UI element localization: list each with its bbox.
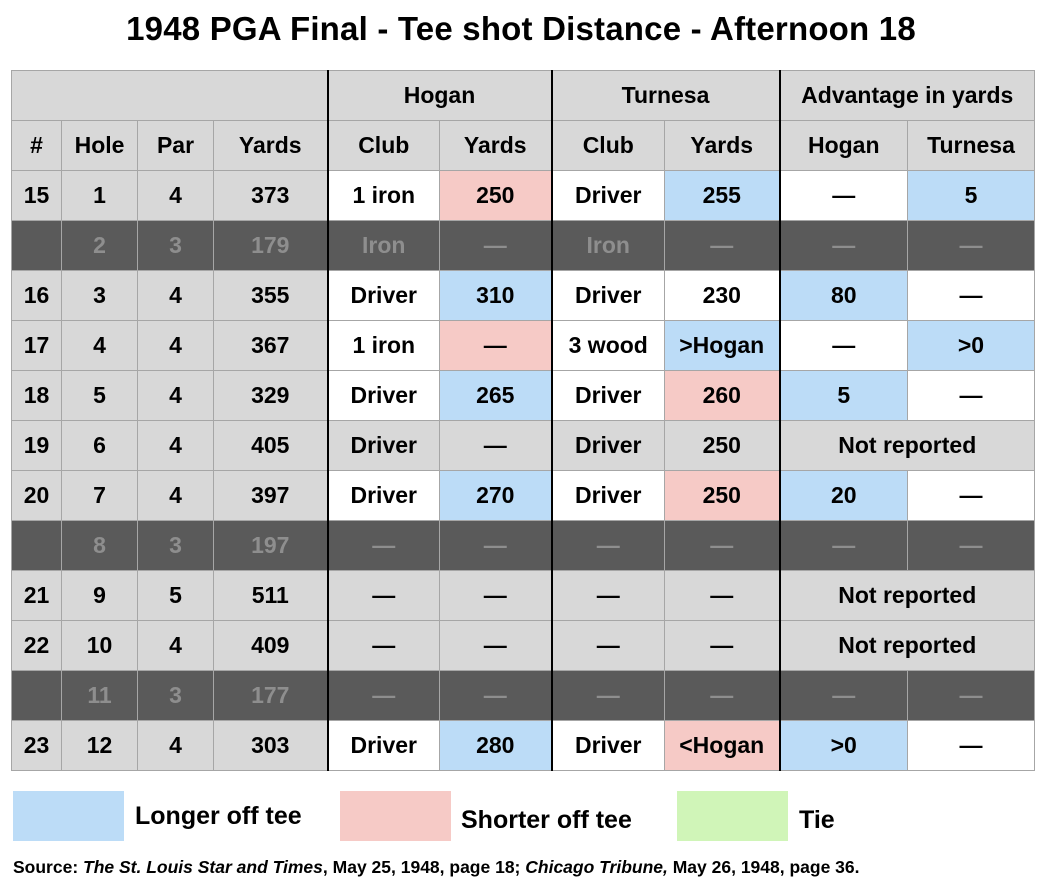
cell-hogan-club: — <box>328 621 440 671</box>
cell-turnesa-club: Driver <box>552 171 665 221</box>
col-header-turnesa-yards: Yards <box>665 121 780 171</box>
cell-yards: 197 <box>214 521 328 571</box>
source-suffix: May 26, 1948, page 36. <box>667 857 860 877</box>
cell-hole: 2 <box>62 221 138 271</box>
cell-turnesa-club: Driver <box>552 371 665 421</box>
table-row <box>12 671 1035 721</box>
cell-hole: 11 <box>62 671 138 721</box>
cell-par: 5 <box>138 571 214 621</box>
cell-par: 4 <box>138 471 214 521</box>
table-row <box>12 371 1035 421</box>
cell-yards: 367 <box>214 321 328 371</box>
cell-hole: 1 <box>62 171 138 221</box>
cell-par: 4 <box>138 321 214 371</box>
table-row <box>12 571 1035 621</box>
cell-turnesa-yards: — <box>665 521 780 571</box>
source-prefix: Source: <box>13 857 84 877</box>
header-turnesa-group: Turnesa <box>552 71 780 121</box>
cell-turnesa-club: Driver <box>552 471 665 521</box>
cell-num: 23 <box>12 721 62 771</box>
cell-turnesa-club: Driver <box>552 421 665 471</box>
col-header-hole: Hole <box>62 121 138 171</box>
cell-turnesa-yards: — <box>665 621 780 671</box>
table-row <box>12 171 1035 221</box>
cell-hogan-club: 1 iron <box>328 171 440 221</box>
cell-turnesa-yards: 250 <box>665 471 780 521</box>
table-row <box>12 421 1035 471</box>
cell-hole: 9 <box>62 571 138 621</box>
cell-turnesa-club: — <box>552 671 665 721</box>
legend-shorter-swatch <box>340 791 451 841</box>
cell-turnesa-yards: 255 <box>665 171 780 221</box>
cell-adv-hogan: 20 <box>780 471 908 521</box>
cell-adv-turnesa: 5 <box>908 171 1035 221</box>
cell-hogan-club: Iron <box>328 221 440 271</box>
cell-par: 4 <box>138 621 214 671</box>
cell-yards: 179 <box>214 221 328 271</box>
cell-yards: 355 <box>214 271 328 321</box>
cell-turnesa-club: 3 wood <box>552 321 665 371</box>
cell-par: 3 <box>138 671 214 721</box>
cell-adv-hogan: — <box>780 521 908 571</box>
cell-hogan-club: Driver <box>328 421 440 471</box>
cell-turnesa-club: — <box>552 621 665 671</box>
cell-hogan-yards: — <box>440 421 552 471</box>
cell-adv-hogan: — <box>780 321 908 371</box>
cell-turnesa-yards: <Hogan <box>665 721 780 771</box>
cell-hole: 7 <box>62 471 138 521</box>
cell-yards: 405 <box>214 421 328 471</box>
cell-yards: 329 <box>214 371 328 421</box>
cell-adv-turnesa: — <box>908 271 1035 321</box>
cell-turnesa-yards: 260 <box>665 371 780 421</box>
col-header-yards: Yards <box>214 121 328 171</box>
cell-hole: 12 <box>62 721 138 771</box>
cell-par: 4 <box>138 271 214 321</box>
cell-turnesa-yards: — <box>665 221 780 271</box>
cell-num: 16 <box>12 271 62 321</box>
cell-num <box>12 671 62 721</box>
cell-turnesa-yards: — <box>665 571 780 621</box>
cell-num: 22 <box>12 621 62 671</box>
cell-yards: 177 <box>214 671 328 721</box>
cell-hogan-yards: — <box>440 571 552 621</box>
cell-hogan-yards: 280 <box>440 721 552 771</box>
cell-hole: 4 <box>62 321 138 371</box>
cell-adv-turnesa: — <box>908 521 1035 571</box>
cell-adv-hogan: >0 <box>780 721 908 771</box>
table-row <box>12 221 1035 271</box>
cell-num: 18 <box>12 371 62 421</box>
cell-turnesa-yards: >Hogan <box>665 321 780 371</box>
cell-adv-turnesa: — <box>908 371 1035 421</box>
legend-longer-label: Longer off tee <box>135 802 302 830</box>
cell-adv-turnesa: — <box>908 221 1035 271</box>
cell-turnesa-club: — <box>552 571 665 621</box>
cell-hogan-club: Driver <box>328 271 440 321</box>
cell-hole: 8 <box>62 521 138 571</box>
cell-hogan-club: — <box>328 671 440 721</box>
cell-num <box>12 221 62 271</box>
table-row <box>12 271 1035 321</box>
group-header-row <box>12 71 1035 121</box>
cell-hogan-yards: — <box>440 671 552 721</box>
cell-turnesa-club: — <box>552 521 665 571</box>
cell-adv-turnesa: — <box>908 671 1035 721</box>
cell-hole: 5 <box>62 371 138 421</box>
cell-hogan-yards: — <box>440 221 552 271</box>
page-title: 1948 PGA Final - Tee shot Distance - Afternoon 18 <box>126 10 916 47</box>
cell-adv-turnesa: — <box>908 471 1035 521</box>
col-header-adv-hogan: Hogan <box>780 121 908 171</box>
cell-adv-hogan: — <box>780 671 908 721</box>
cell-par: 4 <box>138 171 214 221</box>
cell-yards: 373 <box>214 171 328 221</box>
cell-hogan-yards: — <box>440 621 552 671</box>
col-header-hogan-yards: Yards <box>440 121 552 171</box>
cell-advantage-not-reported: Not reported <box>780 621 1035 671</box>
table-row <box>12 471 1035 521</box>
cell-num <box>12 521 62 571</box>
table-row <box>12 521 1035 571</box>
cell-adv-turnesa: — <box>908 721 1035 771</box>
cell-yards: 511 <box>214 571 328 621</box>
cell-hogan-club: 1 iron <box>328 321 440 371</box>
source-note <box>13 857 860 878</box>
cell-adv-hogan: — <box>780 221 908 271</box>
cell-hogan-yards: 310 <box>440 271 552 321</box>
cell-num: 19 <box>12 421 62 471</box>
source-publication-1: The St. Louis Star and Times <box>83 857 323 877</box>
cell-turnesa-club: Iron <box>552 221 665 271</box>
col-header-num: # <box>12 121 62 171</box>
cell-hogan-yards: — <box>440 521 552 571</box>
cell-hogan-yards: 250 <box>440 171 552 221</box>
source-middle: , May 25, 1948, page 18; <box>322 857 526 877</box>
cell-turnesa-yards: 250 <box>665 421 780 471</box>
header-hogan-group: Hogan <box>328 71 552 121</box>
cell-hole: 3 <box>62 271 138 321</box>
cell-yards: 397 <box>214 471 328 521</box>
col-header-par: Par <box>138 121 214 171</box>
cell-adv-hogan: 5 <box>780 371 908 421</box>
cell-yards: 303 <box>214 721 328 771</box>
cell-turnesa-yards: 230 <box>665 271 780 321</box>
cell-advantage-not-reported: Not reported <box>780 421 1035 471</box>
cell-hogan-club: — <box>328 571 440 621</box>
table-row <box>12 321 1035 371</box>
legend-tie-label: Tie <box>799 806 835 834</box>
cell-par: 3 <box>138 521 214 571</box>
col-header-adv-turnesa: Turnesa <box>908 121 1035 171</box>
cell-hogan-club: Driver <box>328 371 440 421</box>
cell-hogan-club: Driver <box>328 471 440 521</box>
cell-hogan-yards: — <box>440 321 552 371</box>
cell-num: 21 <box>12 571 62 621</box>
cell-par: 4 <box>138 721 214 771</box>
cell-par: 4 <box>138 421 214 471</box>
cell-adv-hogan: 80 <box>780 271 908 321</box>
cell-hogan-yards: 265 <box>440 371 552 421</box>
cell-hogan-club: Driver <box>328 721 440 771</box>
col-header-hogan-club: Club <box>328 121 440 171</box>
cell-turnesa-club: Driver <box>552 271 665 321</box>
source-publication-2: Chicago Tribune, <box>525 857 668 877</box>
cell-adv-hogan: — <box>780 171 908 221</box>
header-advantage-group: Advantage in yards <box>780 71 1035 121</box>
cell-par: 3 <box>138 221 214 271</box>
cell-hole: 10 <box>62 621 138 671</box>
cell-num: 15 <box>12 171 62 221</box>
cell-hogan-club: — <box>328 521 440 571</box>
cell-num: 20 <box>12 471 62 521</box>
cell-adv-turnesa: >0 <box>908 321 1035 371</box>
header-blank <box>12 71 328 121</box>
cell-hogan-yards: 270 <box>440 471 552 521</box>
distance-table <box>11 70 1035 771</box>
cell-turnesa-yards: — <box>665 671 780 721</box>
cell-hole: 6 <box>62 421 138 471</box>
cell-turnesa-club: Driver <box>552 721 665 771</box>
column-header-row <box>12 121 1035 171</box>
cell-advantage-not-reported: Not reported <box>780 571 1035 621</box>
cell-par: 4 <box>138 371 214 421</box>
legend-tie-swatch <box>677 791 788 841</box>
table-row <box>12 621 1035 671</box>
legend-longer-swatch <box>13 791 124 841</box>
table-row <box>12 721 1035 771</box>
cell-num: 17 <box>12 321 62 371</box>
col-header-turnesa-club: Club <box>552 121 665 171</box>
cell-yards: 409 <box>214 621 328 671</box>
legend-shorter-label: Shorter off tee <box>461 806 632 834</box>
